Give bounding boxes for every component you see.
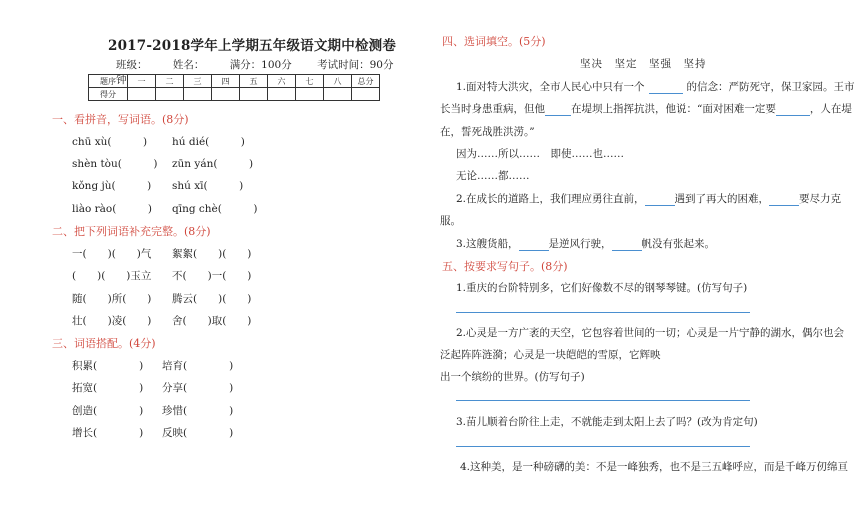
score-row-label: 得分: [89, 88, 128, 101]
score-input-cell[interactable]: [352, 88, 380, 101]
score-input-cell[interactable]: [296, 88, 324, 101]
idiom-item: 腾云( )( ): [172, 293, 252, 305]
collocation-item: 珍惜( ): [162, 405, 234, 417]
score-cell: 三: [184, 75, 212, 88]
collocation-item: 积累( ): [72, 360, 144, 372]
idiom-item: 随( )所( ): [72, 293, 152, 305]
q5-1: 1.重庆的台阶特别多，它们好像数不尽的钢琴琴键。(仿写句子): [456, 282, 748, 294]
collocation-item: 反映( ): [162, 427, 234, 439]
answer-line[interactable]: [456, 400, 750, 401]
class-label: 班级：: [116, 59, 148, 71]
q5-2-line3: 出一个缤纷的世界。(仿写句子): [440, 371, 585, 383]
score-input-cell[interactable]: [240, 88, 268, 101]
score-input-cell[interactable]: [268, 88, 296, 101]
score-table: [88, 74, 380, 101]
score-table-score-row: [89, 88, 380, 101]
section-4-heading: 四、选词填空。(5分): [442, 35, 546, 48]
section-5-heading: 五、按要求写句子。(8分): [442, 260, 568, 273]
collocation-item: 分享( ): [162, 382, 234, 394]
score-cell: 总分: [352, 75, 380, 88]
score-cell: 八: [324, 75, 352, 88]
pinyin-item: shú xī( ): [172, 180, 244, 192]
score-cell: 五: [240, 75, 268, 88]
q4-1-line2: 长当时身患重病，但他 在堤坝上指挥抗洪，他说：“面对困难一定要 ，人在堤: [440, 103, 852, 115]
score-input-cell[interactable]: [212, 88, 240, 101]
score-input-cell[interactable]: [128, 88, 156, 101]
score-input-cell[interactable]: [156, 88, 184, 101]
answer-blank[interactable]: [776, 104, 810, 116]
pinyin-item: qīng chè( ): [172, 203, 258, 215]
exam-time-label: 考试时间：90分钟: [116, 59, 394, 86]
idiom-item: 壮( )凌( ): [72, 315, 152, 327]
pinyin-item: kǒng jù( ): [72, 180, 152, 192]
score-cell: 题序: [89, 75, 128, 88]
collocation-item: 拓宽( ): [72, 382, 144, 394]
q5-3: 3.苗儿顺着台阶往上走，不就能走到太阳上去了吗？(改为肯定句): [456, 416, 758, 428]
answer-blank[interactable]: [649, 82, 683, 94]
score-input-cell[interactable]: [184, 88, 212, 101]
section-3-heading: 三、词语搭配。(4分): [52, 337, 156, 350]
answer-line[interactable]: [456, 446, 750, 447]
collocation-item: 培育( ): [162, 360, 234, 372]
idiom-item: 一( )( )气: [72, 248, 152, 260]
conjunction-pairs: 因为……所以…… 即使……也……: [456, 148, 624, 160]
q4-2-line2: 服。: [440, 215, 461, 227]
full-score-label: 满分：100分: [229, 59, 292, 71]
section-1-heading: 一、看拼音，写词语。(8分): [52, 113, 189, 126]
section-2-heading: 二、把下列词语补充完整。(8分): [52, 225, 211, 238]
exam-title: 2017-2018学年上学期五年级语文期中检测卷: [108, 38, 397, 54]
answer-blank[interactable]: [645, 194, 675, 206]
score-input-cell[interactable]: [324, 88, 352, 101]
score-cell: 六: [268, 75, 296, 88]
collocation-item: 创造( ): [72, 405, 144, 417]
conjunction-pairs-2: 无论……都……: [456, 170, 530, 182]
collocation-item: 增长( ): [72, 427, 144, 439]
answer-line[interactable]: [456, 312, 750, 313]
score-table-header-row: [89, 75, 380, 88]
idiom-item: ( )( )玉立: [72, 270, 152, 282]
pinyin-item: chū xù( ): [72, 136, 148, 148]
q5-2-line1: 2.心灵是一方广袤的天空，它包容着世间的一切；心灵是一片宁静的湖水，偶尔也会: [456, 327, 845, 339]
q4-2-line1: 2.在成长的道路上，我们理应勇往直前， 遇到了再大的困难， 要尽力克: [456, 193, 842, 205]
name-label: 姓名：: [172, 59, 205, 71]
answer-blank[interactable]: [769, 194, 799, 206]
score-cell: 一: [128, 75, 156, 88]
pinyin-item: zūn yán( ): [172, 158, 254, 170]
idiom-item: 舍( )取( ): [172, 315, 252, 327]
answer-blank[interactable]: [612, 239, 642, 251]
q4-1-line1: 1.面对特大洪灾，全市人民心中只有一个 的信念：严防死守，保卫家园。王市: [456, 81, 855, 93]
q4-1-line3: 在，誓死战胜洪涝。”: [440, 126, 535, 138]
answer-blank[interactable]: [545, 104, 571, 116]
score-cell: 七: [296, 75, 324, 88]
idiom-item: 不( )一( ): [172, 270, 252, 282]
answer-blank[interactable]: [519, 239, 549, 251]
score-cell: 四: [212, 75, 240, 88]
pinyin-item: liào rào( ): [72, 203, 152, 215]
score-cell: 二: [156, 75, 184, 88]
q5-2-line2: 泛起阵阵涟漪；心灵是一块皑皑的雪原，它辉映: [440, 349, 661, 361]
q4-3: 3.这艘货船， 是逆风行驶， 帆没有张起来。: [456, 238, 716, 250]
q5-4: 4.这种美，是一种磅礴的美：不是一峰独秀，也不是三五峰呼应，而是千峰万仞绵亘: [460, 461, 849, 473]
word-choices: 坚决 坚定 坚强 坚持: [580, 58, 707, 70]
idiom-item: 絮絮( )( ): [172, 248, 252, 260]
pinyin-item: hú dié( ): [172, 136, 245, 148]
pinyin-item: shèn tòu( ): [72, 158, 158, 170]
